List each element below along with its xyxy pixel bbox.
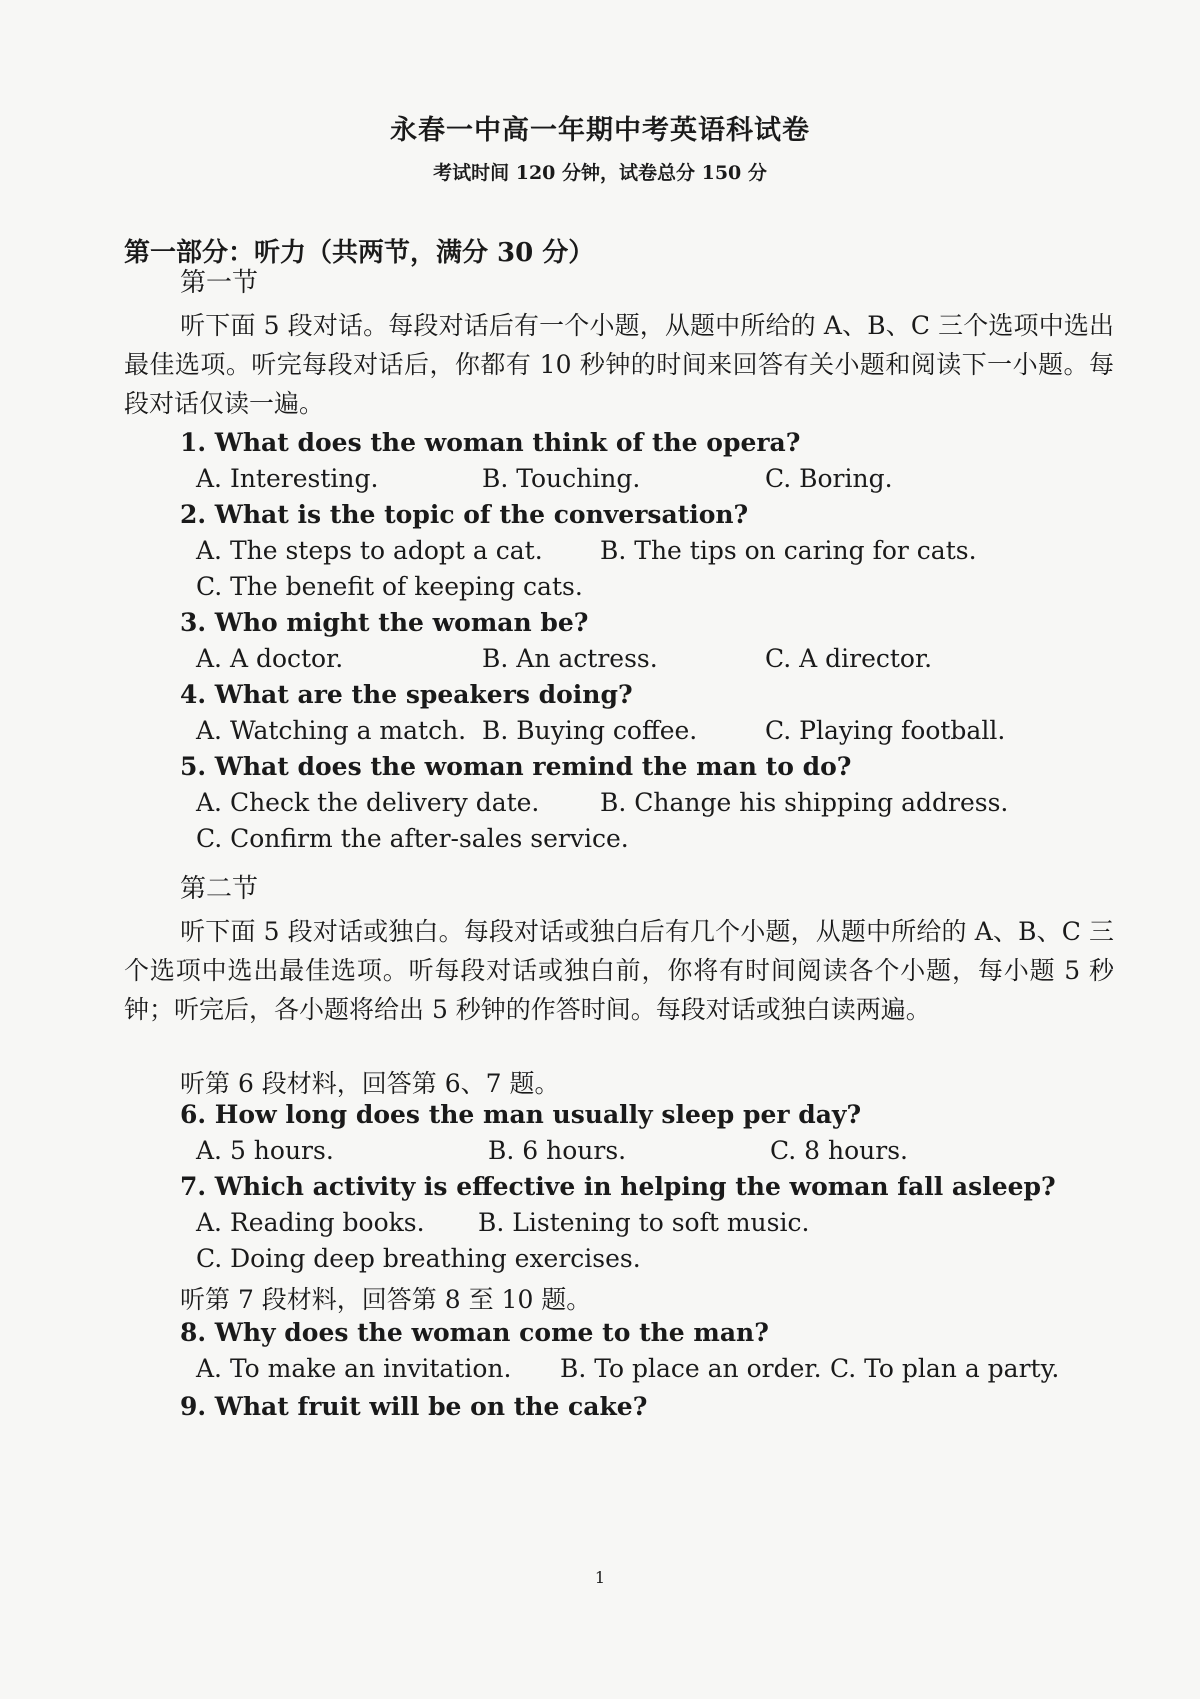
- page-number: 1: [594, 1568, 606, 1587]
- question-stem: 5. What does the woman remind the man to do?: [180, 752, 852, 781]
- question-stem: 9. What fruit will be on the cake?: [180, 1392, 648, 1421]
- part-heading: 第一部分：听力（共两节，满分 30 分）: [124, 238, 595, 268]
- option-c: C. Confirm the after-sales service.: [196, 824, 629, 853]
- option-b: B. To place an order.: [560, 1354, 822, 1383]
- question-stem: 7. Which activity is effective in helping the woman fall asleep?: [180, 1172, 1056, 1201]
- option-c: C. 8 hours.: [770, 1136, 908, 1165]
- option-b: B. 6 hours.: [488, 1136, 627, 1165]
- section-instructions-2: 听下面 5 段对话或独白。每段对话或独白后有几个小题，从题中所给的 A、B、C 三个选项中选出最佳选项。听每段对话或独白前，你将有时间阅读各个小题，每小题 5 秒钟；听完后，各小题将给出 5 秒钟的作答时间。每段对话或独白读两遍。: [124, 917, 1114, 1024]
- option-c: C. To plan a party.: [830, 1354, 1060, 1383]
- option-c: C. The benefit of keeping cats.: [196, 572, 583, 601]
- option-b: B. Touching.: [482, 464, 641, 493]
- option-a: A. To make an invitation.: [196, 1354, 512, 1383]
- question-stem: 2. What is the topic of the conversation?: [180, 500, 749, 529]
- question-stem: 4. What are the speakers doing?: [180, 680, 633, 709]
- option-b: B. Listening to soft music.: [478, 1208, 810, 1237]
- question-stem: 6. How long does the man usually sleep per day?: [180, 1100, 862, 1129]
- question-stem: 8. Why does the woman come to the man?: [180, 1318, 769, 1347]
- option-c: C. Playing football.: [765, 716, 1006, 745]
- option-b: B. Change his shipping address.: [600, 788, 1009, 817]
- option-a: A. Reading books.: [196, 1208, 425, 1237]
- section-instructions-1: 听下面 5 段对话。每段对话后有一个小题，从题中所给的 A、B、C 三个选项中选出最佳选项。听完每段对话后，你都有 10 秒钟的时间来回答有关小题和阅读下一小题。每段对话仅读一遍。: [124, 311, 1114, 418]
- option-a: A. The steps to adopt a cat.: [196, 536, 543, 565]
- option-a: A. Watching a match.: [196, 716, 467, 745]
- option-a: A. 5 hours.: [196, 1136, 334, 1165]
- option-c: C. A director.: [765, 644, 933, 673]
- question-stem: 3. Who might the woman be?: [180, 608, 589, 637]
- option-c: C. Doing deep breathing exercises.: [196, 1244, 641, 1273]
- exam-title: 永春一中高一年期中考英语科试卷: [390, 115, 810, 146]
- option-a: A. Interesting.: [196, 464, 379, 493]
- exam-subtitle: 考试时间 120 分钟，试卷总分 150 分: [433, 162, 767, 184]
- option-b: B. The tips on caring for cats.: [600, 536, 977, 565]
- option-a: A. A doctor.: [196, 644, 344, 673]
- question-stem: 1. What does the woman think of the opera?: [180, 428, 801, 457]
- option-b: B. Buying coffee.: [482, 716, 698, 745]
- section-heading-2: 第二节: [180, 874, 259, 904]
- option-b: B. An actress.: [482, 644, 658, 673]
- material-intro-8-10: 听第 7 段材料，回答第 8 至 10 题。: [180, 1285, 592, 1314]
- option-a: A. Check the delivery date.: [196, 788, 540, 817]
- material-intro-6-7: 听第 6 段材料，回答第 6、7 题。: [180, 1069, 560, 1098]
- section-heading-1: 第一节: [180, 268, 259, 298]
- option-c: C. Boring.: [765, 464, 893, 493]
